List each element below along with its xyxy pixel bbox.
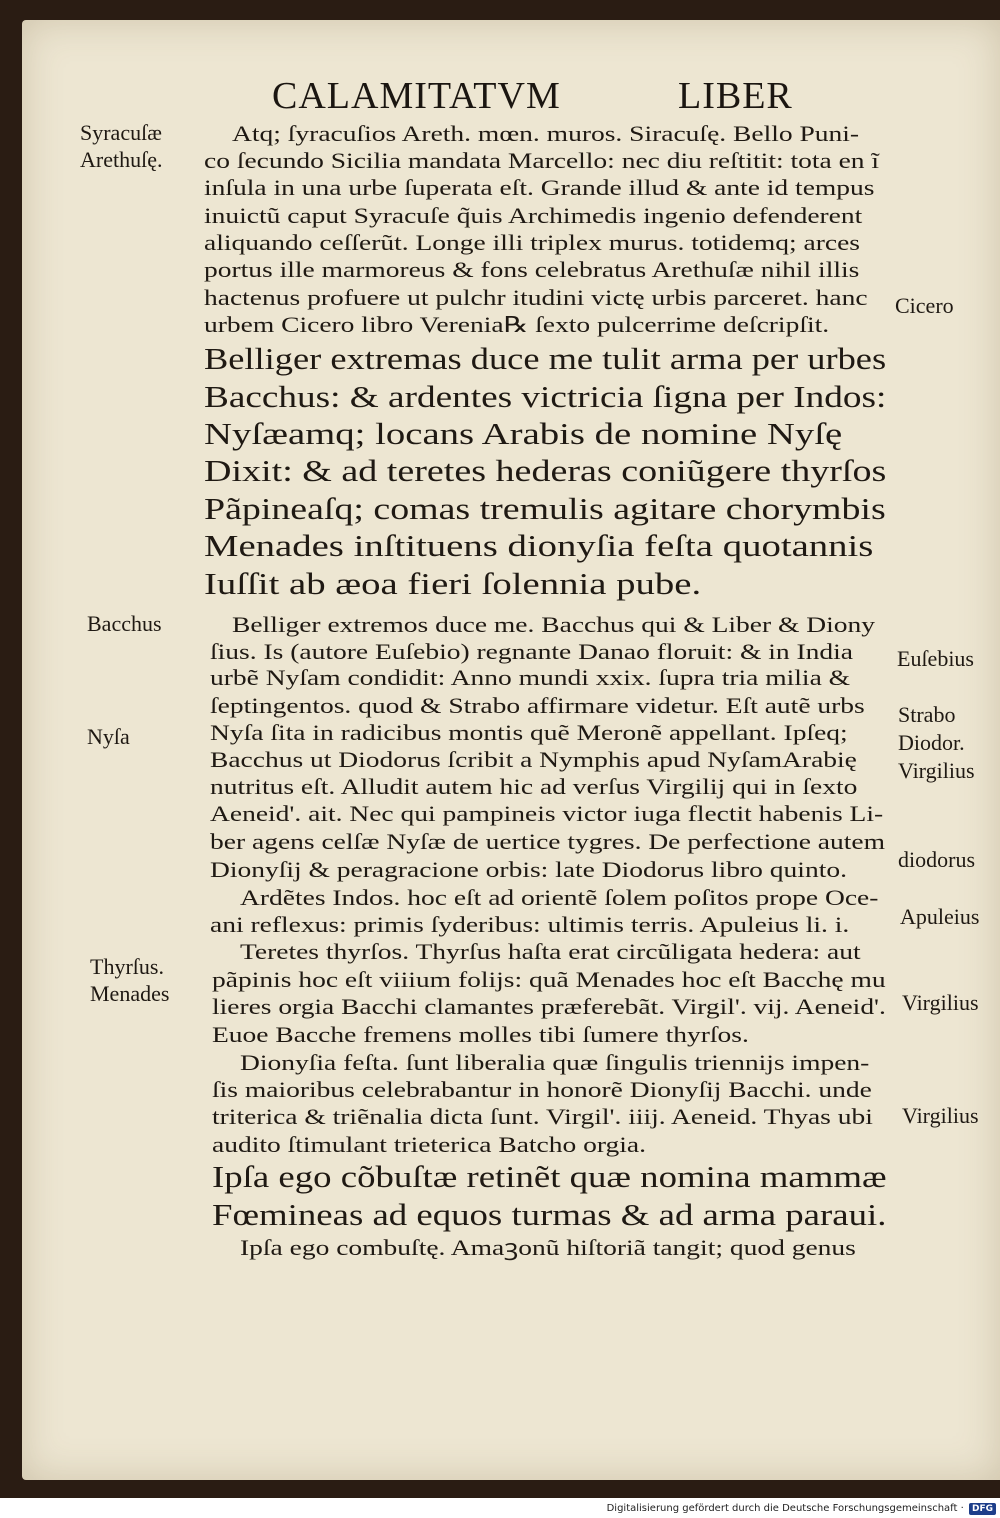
commentary-line: Euoe Bacche fremens molles tibi ſumere thyrſos. (212, 1022, 749, 1047)
verse-line: Menades inſtituens dionyſia feſta quotannis (204, 528, 874, 563)
commentary-line: portus ille marmoreus & fons celebratus Arethuſæ nihil illis (204, 257, 860, 282)
commentary-line: pãpinis hoc eſt viiium folijs: quã Menades hoc eſt Bacchę mu (212, 967, 886, 992)
commentary-line: audito ſtimulant trieterica Batcho orgia. (212, 1132, 647, 1157)
right-margin-note: Diodor. (898, 730, 965, 755)
verse-line: Dixit: & ad teretes hederas coniũgere thyrſos (204, 453, 887, 488)
right-margin-note: diodorus (898, 847, 975, 872)
right-margin-note: Cicero (895, 293, 954, 318)
commentary-line: Ardẽtes Indos. hoc eſt ad orientẽ ſolem poſitos prope Oce- (240, 885, 879, 910)
verse-line: Pãpineaſq; comas tremulis agitare chorymbis (204, 491, 886, 526)
commentary-line: urbem Cicero libro Verenia℞ ſexto pulcerrime deſcripſit. (204, 312, 830, 337)
commentary-line: ſis maioribus celebrabantur in honorẽ Dionyſij Bacchi. unde (212, 1077, 872, 1102)
commentary-line: triterica & triẽnalia dicta ſunt. Virgil'. iiij. Aeneid. Thyas ubi (212, 1104, 873, 1129)
running-head (0, 74, 1000, 120)
verse-line: Belliger extremas duce me tulit arma per urbes (204, 341, 887, 376)
right-margin-note: Virgilius (898, 758, 975, 783)
commentary-line: Belliger extremos duce me. Bacchus qui & Liber & Diony (232, 612, 876, 637)
commentary-line: Bacchus ut Diodorus ſcribit a Nymphis apud NyſamArabię (210, 747, 857, 772)
verse-line: Iuſſit ab æoa fieri ſolennia pube. (204, 566, 702, 601)
commentary-line: hactenus profuere ut pulchr itudini victę urbis parceret. hanc (204, 285, 868, 310)
left-margin-note: Thyrſus. (90, 954, 164, 979)
verse-line: Nyſæamq; locans Arabis de nomine Nyſę (204, 416, 843, 451)
digitization-credit (607, 1502, 996, 1516)
running-head-left: CALAMITATVM (272, 75, 561, 117)
commentary-line: Nyſa ſita in radicibus montis quẽ Meronẽ appellant. Ipſeq; (210, 720, 848, 745)
left-margin-note: Syracuſæ (80, 120, 162, 145)
right-margin-note: Apuleius (900, 904, 980, 929)
running-head-right: LIBER (678, 75, 793, 117)
commentary-line: ani reflexus: primis ſyderibus: ultimis terris. Apuleius li. i. (210, 912, 850, 937)
commentary-line: ſeptingentos. quod & Strabo affirmare videtur. Eſt autẽ urbs (210, 693, 865, 718)
left-margin-note: Menades (90, 981, 170, 1006)
dfg-logo: DFG (969, 1503, 996, 1515)
commentary-line: co ſecundo Sicilia mandata Marcello: nec diu reſtitit: tota en ĩ (204, 148, 880, 173)
commentary-line: Ipſa ego combuſtę. Amaꝫonũ hiſtoriã tangit; quod genus (240, 1235, 856, 1260)
right-margin-note: Strabo (898, 702, 956, 727)
commentary-line: Dionyſia feſta. ſunt liberalia quæ ſingulis triennijs impen- (240, 1050, 870, 1075)
left-margin-note: Arethuſę. (80, 147, 163, 172)
commentary-line: urbẽ Nyſam condidit: Anno mundi xxix. ſupra tria milia & (210, 665, 851, 690)
left-margin-note: Bacchus (87, 611, 162, 636)
right-margin-note: Euſebius (897, 646, 974, 671)
left-margin-note: Nyſa (87, 724, 130, 749)
commentary-line: Teretes thyrſos. Thyrſus haſta erat circũligata hedera: aut (240, 939, 861, 964)
commentary-line: lieres orgia Bacchi clamantes præferebãt. Virgil'. vij. Aeneid'. (212, 994, 886, 1019)
commentary-line: Atq; ſyracuſios Areth. mœn. muros. Siracuſę. Bello Puni- (232, 121, 860, 146)
commentary-line: ſius. Is (autore Euſebio) regnante Danao floruit: & in India (210, 639, 854, 664)
verse-line: Fœmineas ad equos turmas & ad arma paraui. (212, 1197, 887, 1232)
verse-line: Ipſa ego cõbuſtæ retinẽt quæ nomina mammæ (212, 1159, 887, 1194)
credit-text: Digitalisierung gefördert durch die Deutsche Forschungsgemeinschaft · (606, 1503, 964, 1514)
right-margin-note: Virgilius (902, 1103, 979, 1128)
verse-line: Bacchus: & ardentes victricia ſigna per Indos: (204, 379, 887, 414)
commentary-line: Aeneid'. ait. Nec qui pampineis victor iuga flectit habenis Li- (210, 801, 884, 826)
commentary-line: aliquando ceſſerũt. Longe illi triplex murus. totidemq; arces (204, 230, 861, 255)
commentary-line: inuictũ caput Syracuſe q̃uis Archimedis ingenio defenderent (204, 203, 863, 228)
commentary-line: nutritus eſt. Alludit autem hic ad verſus Virgilij qui in ſexto (210, 774, 858, 799)
right-margin-note: Virgilius (902, 990, 979, 1015)
commentary-line: Dionyſij & peragracione orbis: late Diodorus libro quinto. (210, 857, 847, 882)
commentary-line: inſula in una urbe ſuperata eſt. Grande illud & ante id tempus (204, 175, 875, 200)
commentary-line: ber agens celſæ Nyſæ de uertice tygres. De perfectione autem (210, 829, 885, 854)
